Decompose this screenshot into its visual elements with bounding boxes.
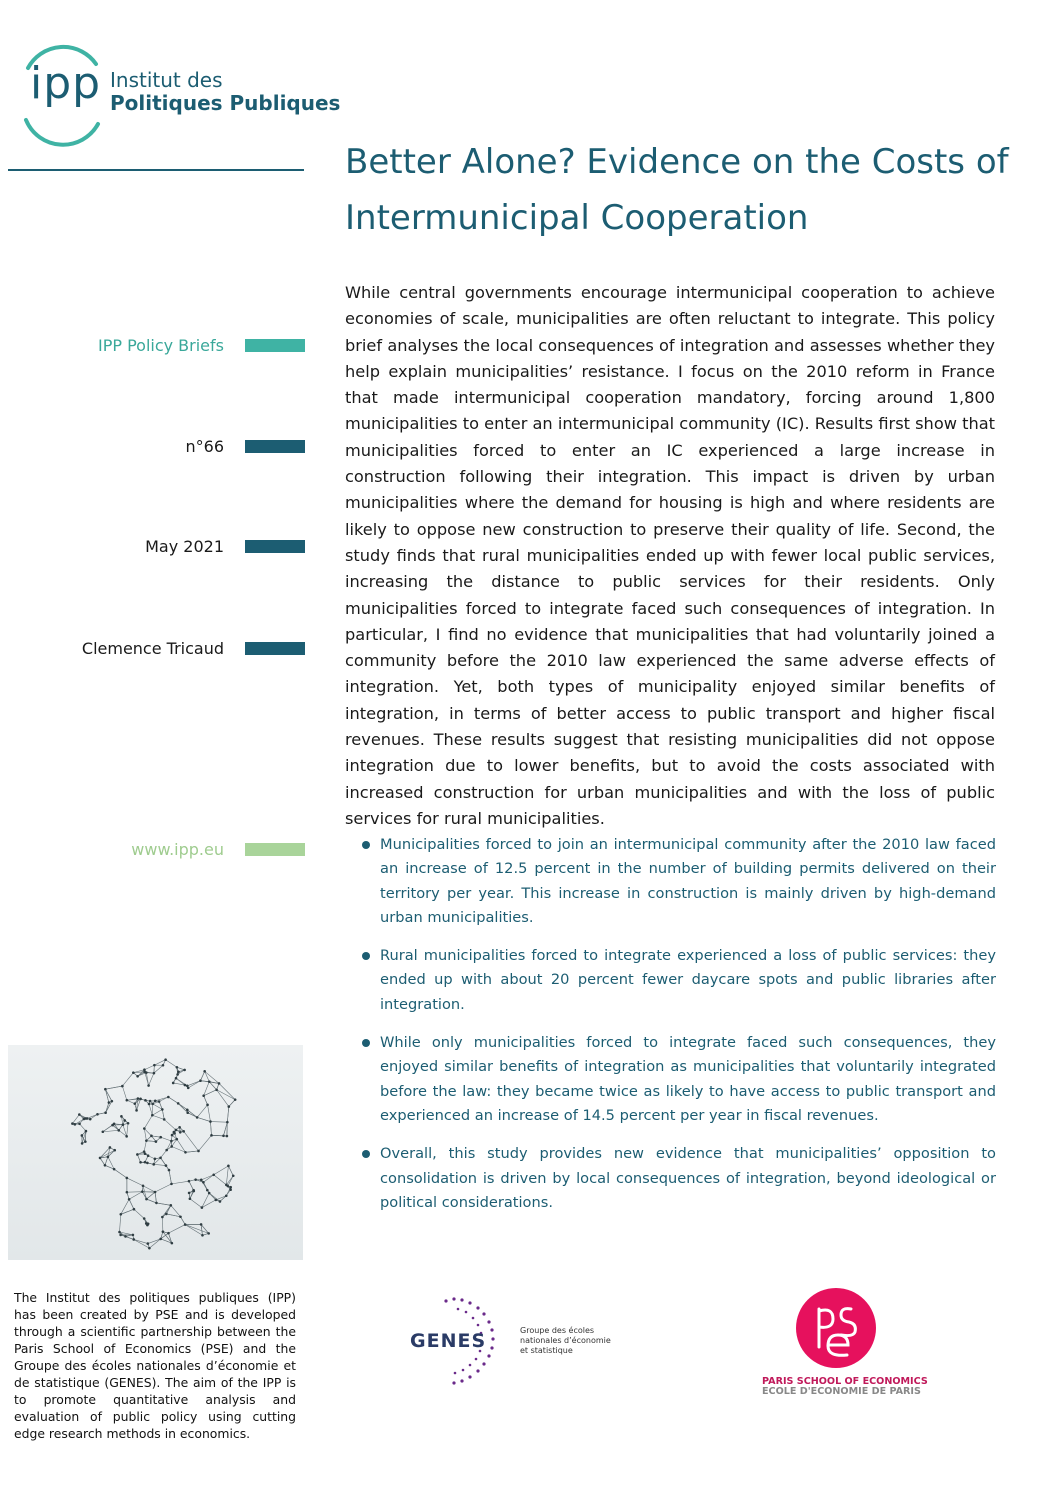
genes-name: GENES xyxy=(410,1330,487,1352)
finding-item xyxy=(360,1031,996,1128)
key-findings-list xyxy=(360,833,996,1229)
finding-text: Municipalities forced to join an intermunicipal community after the 2010 law faced an increase of 12.5 percent in the number of building permits delivered on their territory per year. This increase in construction is mainly driven by high-demand urban municipalities. xyxy=(380,836,996,926)
ipp-logo-text: ipp xyxy=(30,58,102,109)
finding-item xyxy=(360,1142,996,1215)
abstract-text: While central governments encourage intermunicipal cooperation to achieve economies of scale, municipalities are often reluctant to integrate. This policy brief analyses the local consequences of integration and assesses whether they help explain municipalities’ resistance. I focus on the 2010 reform in France that made intermunicipal cooperation mandatory, forcing around 1,800 municipalities to enter an intermunicipal community (IC). Results first show that municipalities forced to enter an IC experienced a large increase in construction following their integration. This impact is driven by urban municipalities where the demand for housing is high and where residents are likely to oppose new construction to preserve their quality of life. Second, the study finds that rural municipalities ended up with fewer local public services, increasing the distance to public services for their residents. Only municipalities forced to integrate faced such consequences of integration. In particular, I find no evidence that municipalities that had voluntarily joined a community before the 2010 law experienced the same adverse effects of integration. Yet, both types of municipality enjoyed similar benefits of integration, in terms of better access to public transport and higher fiscal revenues. These results suggest that resisting municipalities did not oppose integration due to lower benefits, but to avoid the costs associated with increased construction for urban municipalities and with the loss of public services for rural municipalities. xyxy=(345,283,995,828)
website-bar xyxy=(245,843,305,856)
bullet-icon xyxy=(362,952,370,960)
bullet-icon xyxy=(362,1150,370,1158)
genes-subtitle-line3: et statistique xyxy=(520,1346,573,1355)
website-link[interactable]: www.ipp.eu xyxy=(131,840,224,859)
pse-logo-icon xyxy=(795,1287,877,1369)
bullet-icon xyxy=(362,1039,370,1047)
pse-name-en: PARIS SCHOOL OF ECONOMICS xyxy=(762,1376,928,1387)
genes-subtitle-line1: Groupe des écoles xyxy=(520,1326,595,1335)
bullet-icon xyxy=(362,841,370,849)
finding-item xyxy=(360,944,996,1017)
finding-text: Overall, this study provides new evidence that municipalities’ opposition to consolidation is driven by local consequences of integration, beyond ideological or political considerations. xyxy=(380,1145,996,1211)
publication-date: May 2021 xyxy=(145,537,224,556)
finding-item xyxy=(360,833,996,930)
genes-subtitle-line2: nationales d’économie xyxy=(520,1336,611,1345)
author-bar xyxy=(245,642,305,655)
pse-name-fr: ECOLE D'ECONOMIE DE PARIS xyxy=(762,1386,921,1397)
series-bar xyxy=(245,339,305,352)
author-name: Clemence Tricaud xyxy=(81,639,224,658)
issue-number: n°66 xyxy=(185,437,224,456)
publication-date-bar xyxy=(245,540,305,553)
logo-name-line1: Institut des xyxy=(110,68,223,92)
series-label: IPP Policy Briefs xyxy=(97,336,224,355)
france-network-map-image xyxy=(8,1045,303,1260)
finding-text: Rural municipalities forced to integrate experienced a loss of public services: they ended up with about 20 percent fewer daycare spots and public libraries after integration. xyxy=(380,947,996,1013)
finding-text: While only municipalities forced to integrate faced such consequences, they enjoyed similar benefits of integration as municipalities that voluntarily integrated before the law: they became twice as likely to have access to public transport and experienced an increase of 14.5 percent per year in fiscal revenues. xyxy=(380,1034,996,1124)
logo-name-line2: Politiques Publiques xyxy=(110,91,341,115)
about-ipp-text: The Institut des politiques publiques (IPP) has been created by PSE and is developed through a scientific partnership between the Paris School of Economics (PSE) and the Groupe des écoles nationales d’économie et de statistique (GENES). The aim of the IPP is to promote quantitative analysis and evaluation of public policy using cutting edge research methods in economics. xyxy=(14,1290,296,1441)
france-map-icon xyxy=(8,1045,303,1260)
page-title: Better Alone? Evidence on the Costs of Intermunicipal Cooperation xyxy=(345,142,1009,238)
header-divider xyxy=(8,169,304,171)
issue-number-bar xyxy=(245,440,305,453)
